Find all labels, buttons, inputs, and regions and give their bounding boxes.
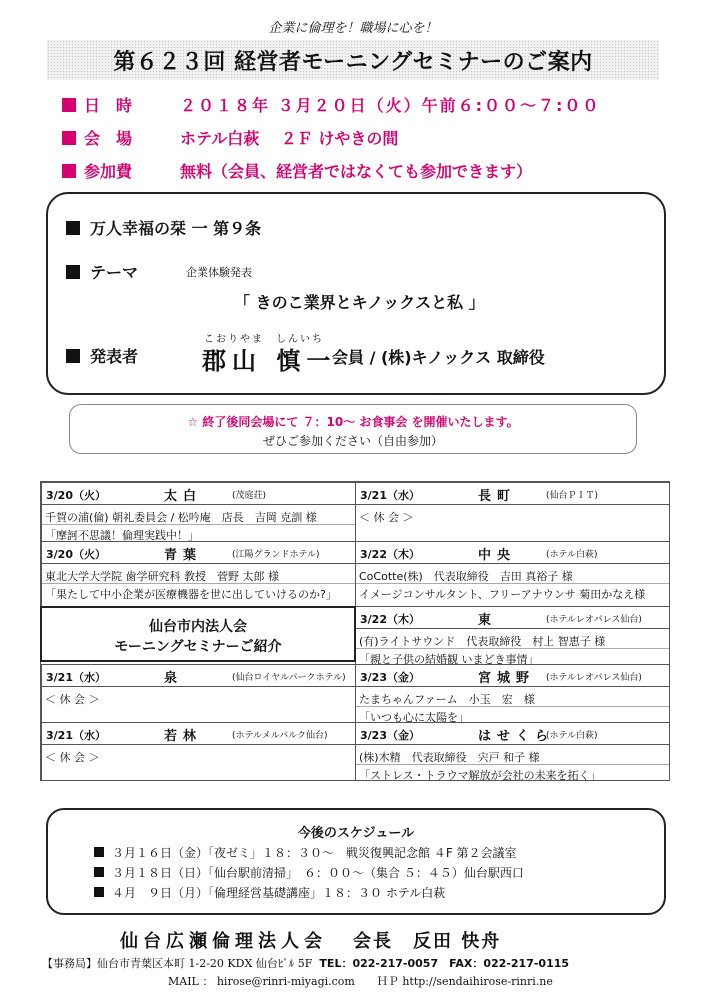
chairman-name: 会長 反田 快舟 — [353, 931, 502, 952]
venue-label: 会 場 — [84, 129, 133, 148]
title-band — [47, 40, 659, 80]
cell-speaker: たまちゃんファーム 小玉 宏 様 — [359, 693, 535, 706]
cell-speaker: (株)木精 代表取締役 宍戸 和子 様 — [359, 751, 540, 764]
cell-venue: (仙台ロイヤルパークホテル) — [232, 673, 346, 683]
fee-label: 参加費 — [84, 162, 133, 181]
cell-place: 若林 — [164, 729, 203, 744]
page-title: 第６２３回 経営者モーニングセミナーのご案内 — [113, 49, 593, 75]
upcoming-title: 今後のスケジュール — [297, 826, 415, 841]
bullet-square-icon — [62, 98, 76, 112]
cell-speaker: 東北大学大学院 歯学研究科 教授 菅野 太郎 様 — [45, 570, 279, 583]
cell-topic: 「果たして中小企業が医療機器を世に出していけるのか?」 — [45, 588, 337, 601]
bullet-square-icon — [62, 164, 76, 178]
theme-subtitle: 企業体験発表 — [186, 266, 252, 279]
upcoming-schedule-box — [46, 808, 666, 915]
article-line — [66, 216, 261, 239]
cell-date: 3/20（火） — [46, 489, 106, 502]
speaker-name: 郡山 慎一 — [202, 347, 337, 375]
schedule-cell — [41, 722, 356, 781]
cell-date: 3/21（水） — [360, 489, 420, 502]
cell-venue: (仙台ＰＩＴ) — [546, 491, 599, 501]
theme-label: テーマ — [90, 263, 139, 282]
upcoming-text: 「夜ゼミ」１８：３０～ 戦災復興記念館 ４F 第２会議室 — [208, 846, 517, 860]
cell-venue: (ホテルメルパルク仙台) — [232, 731, 328, 741]
cell-speaker: 千賀の浦(倫) 朝礼委員会 / 松吟庵 店長 吉岡 克訓 様 — [45, 511, 317, 524]
cell-topic: 「摩訶不思議！倫理実践中！」 — [45, 529, 199, 542]
cell-topic: イメージコンサルタント、フリーアナウンサ 菊田かなえ様 — [359, 588, 646, 601]
speaker-label: 発表者 — [90, 347, 139, 366]
fee-value: 無料（会員、経営者ではなくても参加できます） — [180, 162, 533, 181]
upcoming-item — [94, 864, 524, 881]
notice-line-2: ぜひご参加ください（自由参加） — [262, 434, 443, 448]
bullet-square-icon — [94, 867, 104, 877]
upcoming-date: ３月１８日（日） — [112, 866, 209, 880]
speaker-role: 会員 / (株)キノックス 取締役 — [332, 348, 545, 367]
cell-place: 中央 — [478, 548, 517, 563]
schedule-cell — [41, 664, 356, 723]
dinner-notice — [69, 404, 637, 454]
cell-topic: 「ストレス・トラウマ解放が会社の未来を拓く」 — [359, 769, 601, 781]
bullet-square-icon — [94, 847, 104, 857]
cell-venue: (茂庭荘) — [232, 491, 267, 501]
cell-date: 3/21（水） — [46, 729, 106, 742]
schedule-cell — [355, 664, 670, 723]
theme-title: 「 きのこ業界とキノックスと私 」 — [234, 293, 485, 312]
bullet-square-icon — [66, 265, 80, 279]
cell-date: 3/23（金） — [360, 671, 420, 684]
bullet-square-icon — [66, 221, 80, 235]
cell-topic: 「親と子供の結婚観 いまどき事情」 — [359, 653, 539, 665]
seminar-detail-box — [46, 192, 666, 395]
bullet-square-icon — [62, 131, 76, 145]
theme-line — [66, 260, 138, 283]
schedule-cell — [355, 606, 670, 665]
schedule-cell — [355, 722, 670, 781]
cell-date: 3/22（木） — [360, 548, 420, 561]
speaker-line — [66, 344, 138, 367]
cell-venue: (ホテル白萩) — [546, 731, 598, 741]
article-text: 万人幸福の栞 一 第９条 — [90, 219, 262, 238]
cell-date: 3/23（金） — [360, 729, 420, 742]
intro-box — [40, 606, 356, 662]
cell-place: 太白 — [164, 489, 203, 504]
cell-venue: (ホテル白萩) — [546, 550, 598, 560]
cell-speaker: CoCotte(株) 代表取締役 吉田 真裕子 様 — [359, 570, 573, 583]
upcoming-text: 「倫理経営基礎講座」１８：３０ ホテル白萩 — [208, 886, 446, 900]
schedule-cell — [355, 541, 670, 607]
contact-phone-fax: TEL：022-217-0057 FAX：022-217-0115 — [319, 957, 570, 970]
upcoming-item — [94, 844, 517, 861]
venue-row — [62, 126, 398, 149]
cell-venue: (ホテルレオパレス仙台) — [546, 673, 642, 683]
cell-topic: 「いつも心に太陽を」 — [359, 711, 469, 723]
venue-value: ホテル白萩 ２Ｆ けやきの間 — [180, 129, 399, 148]
cell-place: 泉 — [164, 671, 184, 686]
cell-place: 長町 — [478, 489, 517, 504]
cell-speaker: (有)ライトサウンド 代表取締役 村上 智恵子 様 — [359, 635, 606, 648]
cell-place: 青葉 — [164, 548, 203, 563]
cell-place: 宮城野 — [478, 671, 536, 686]
upcoming-date: ４月 ９日（月） — [112, 886, 209, 900]
speaker-ruby: こおりやま しんいち — [204, 334, 324, 345]
bullet-square-icon — [94, 887, 104, 897]
organization-name: 仙台広瀬倫理法人会 — [120, 931, 327, 952]
organization-line — [120, 927, 501, 953]
upcoming-text: 「仙台駅前清掃」 ６：００～（集合 ５：４５）仙台駅西口 — [208, 866, 524, 880]
date-value: ２０１８年 ３月２０日（火）午前６:００～７:００ — [180, 96, 601, 115]
bullet-square-icon — [66, 349, 80, 363]
cell-date: 3/21（水） — [46, 671, 106, 684]
notice-line-1: ☆ 終了後同会場にて ７：10～ お食事会 を開催いたします。 — [187, 415, 519, 429]
cell-place: 東 — [478, 613, 498, 628]
upcoming-date: ３月１６日（金） — [112, 846, 209, 860]
schedule-cell — [41, 541, 356, 607]
intro-line-2: モーニングセミナーご紹介 — [114, 639, 282, 655]
tagline: 企業に倫理を！職場に心を！ — [268, 21, 438, 36]
office-address: 【事務局】仙台市青葉区本町 1-2-20 KDX 仙台ﾋﾞﾙ 5F — [42, 957, 313, 970]
fee-row — [62, 159, 532, 182]
cell-place: はせくら — [478, 729, 555, 744]
schedule-cell — [41, 482, 356, 542]
date-label: 日 時 — [84, 96, 133, 115]
schedule-cell — [355, 482, 670, 542]
cell-date: 3/20（火） — [46, 548, 106, 561]
cell-venue: (江陽グランドホテル) — [232, 550, 320, 560]
cell-speaker: ＜ 休 会 ＞ — [45, 693, 100, 706]
cell-venue: (ホテルレオパレス仙台) — [546, 615, 642, 625]
date-row — [62, 93, 600, 116]
cell-speaker: ＜ 休 会 ＞ — [45, 751, 100, 764]
upcoming-item — [94, 884, 445, 901]
mail-web-line: MAIL ： hirose@rinri-miyagi.com ＨＰ http://sendaihirose-rinri.ne — [168, 975, 553, 988]
intro-line-1: 仙台市内法人会 — [149, 619, 247, 635]
cell-speaker: ＜ 休 会 ＞ — [359, 511, 414, 524]
cell-date: 3/22（木） — [360, 613, 420, 626]
office-line — [42, 955, 569, 971]
